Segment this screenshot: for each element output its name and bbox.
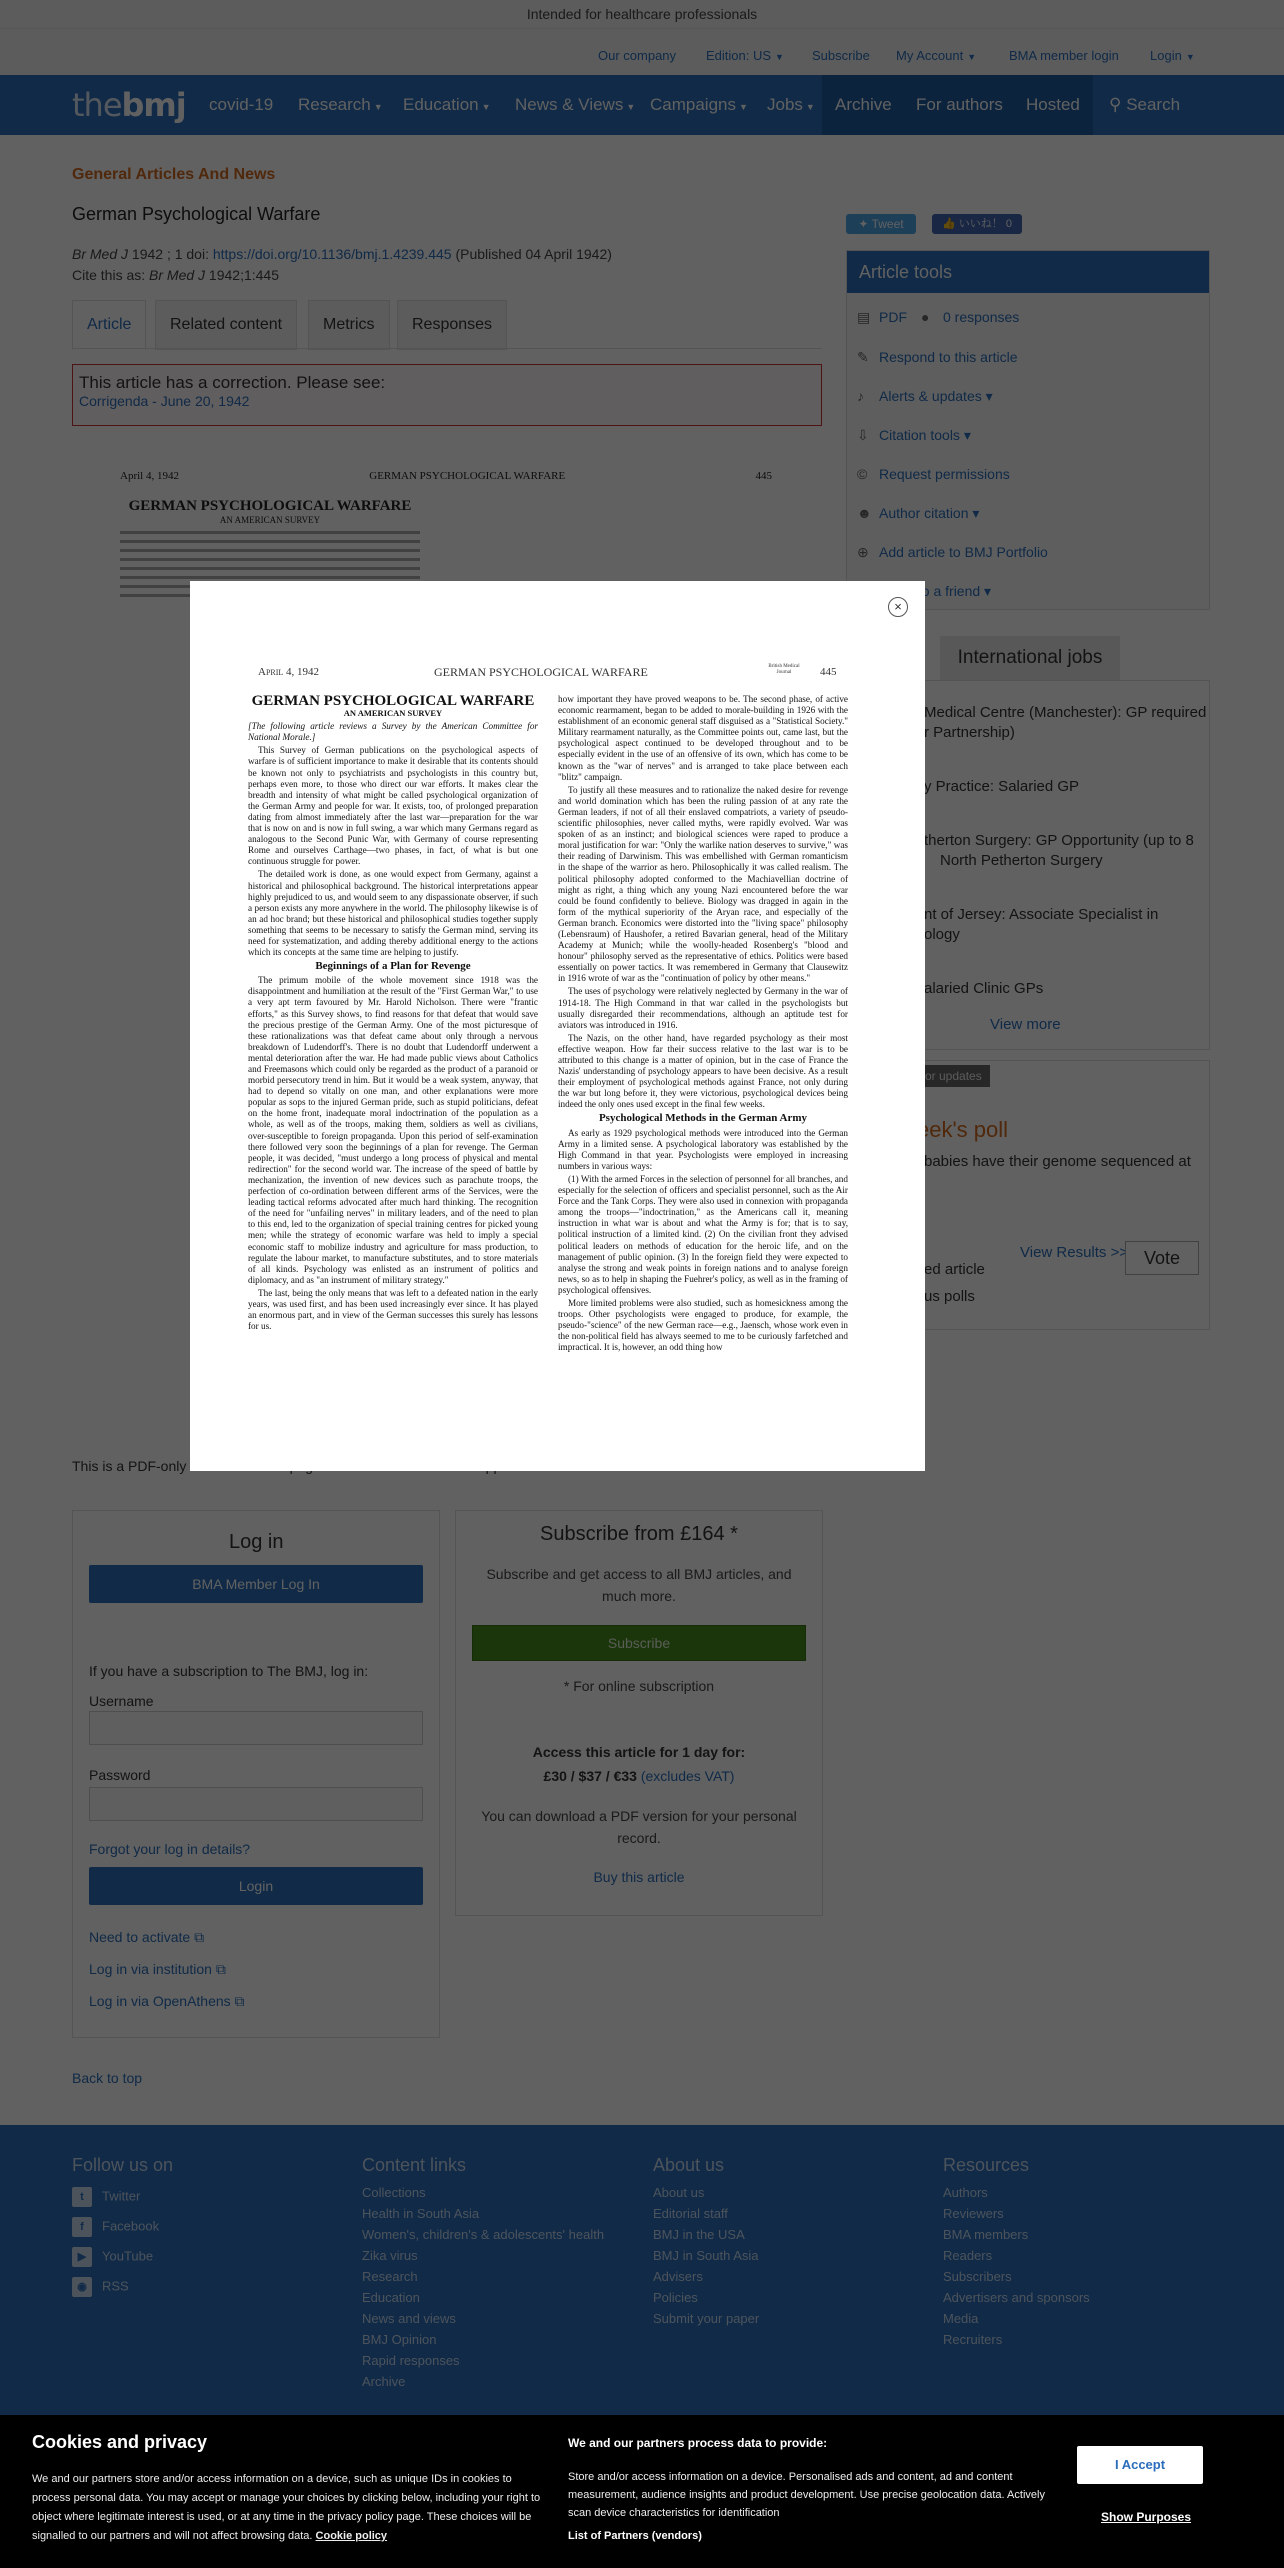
scan-paragraph: As early as 1929 psychological methods were introduced into the German Army in a limited sense. A psychological laboratory was established by the High Command in that year. Psychologists were employed in increasing numbers in various ways: <box>558 1127 848 1171</box>
scan-paragraph: This Survey of German publications on the psychological aspects of warfare is of sufficient importance to make it desirable that its contents should be known not only to psychiatrists and psychologists in this country but, perhaps even more, to those who direct our war efforts. It makes clear the breadth and intensity of what might be called psychological organization of the German Army and people for war. It exists, too, of prolonged preparation dating from almost immediately after the last war—preparation for the war that is now on and is now in full swing, a war which many Germans regard as analogous to the Second Punic War, with Germany of course representing Rome and ourselves Carthage—two phases, in fact, of what is but one continuous struggle for power. <box>248 745 538 867</box>
pdf-page-scan <box>248 660 852 1480</box>
scan-section-heading: Psychological Methods in the German Army <box>598 1112 808 1125</box>
scan-running-head: GERMAN PSYCHOLOGICAL WARFARE <box>434 665 648 679</box>
show-purposes-link[interactable]: Show Purposes <box>1101 2510 1192 2524</box>
scan-subheading: AN AMERICAN SURVEY <box>343 708 443 719</box>
cookie-body: We and our partners store and/or access information on a device, such as unique IDs in cookies to process personal data. You may accept or manage your choices by clicking below, including your right to object where legitimate interest is used, or at any time in the privacy policy page. These choices will be signalled to our partners and will not affect browsing data. <box>32 2473 541 2542</box>
scan-column-right <box>558 694 848 1355</box>
accept-cookies-button[interactable]: I Accept <box>1077 2446 1203 2484</box>
scan-paragraph: More limited problems were also studied, such as homesickness among the troops. Other psychologists were engaged to produce, for example, the pseudo-"science" of the new German race—e.g., Jaensch, whose work even in the non-political field has always seemed to me to be curiously farfetched and impractical. It is, however, an odd thing how <box>558 1297 848 1353</box>
scan-page-number: 445 <box>820 666 837 678</box>
scan-intro: [The following article reviews a Survey by the American Committee for National Morale.] <box>248 721 538 743</box>
partners-title: We and our partners process data to provide: <box>568 2436 828 2450</box>
close-icon[interactable]: × <box>888 597 908 617</box>
scan-paragraph: The last, being the only means that was left to a defeated nation in the early years, was used first, and has been used increasingly ever since. It has played an enormous part, and in view of the German successes this surely has lessons for us. <box>248 1287 538 1332</box>
scan-paragraph: (1) With the armed Forces in the selection of personnel for all branches, and especially for the selection of officers and specialist personnel, such as the Air Force and the Tank Corps. They were also used in connexion with propaganda among the troops—"indoctrination," as the Americans call it, meaning instruction in what war is about and what the Army is for; that is to say, political instruction of a limited kind. (2) On the civilian front they advised political leaders on methods of education for the heroic life, and on the management of public opinion. (3) In the foreign field they were expected to analyse the strong and weak points in foreign nations and to analyse foreign news, so as to help in shaping the Fuehrer's policy, as well as in the framing of psychological offensives. <box>558 1173 848 1295</box>
scan-paragraph: The uses of psychology were relatively neglected by Germany in the war of 1914-18. The High Command in that war called in the psychologists but usually disregarded their recommendations, although an aptitude test for aviators was introduced in 1916. <box>558 986 848 1030</box>
scan-paragraph: The detailed work is done, as one would expect from Germany, against a historical and philosophical background. The historical interpretations appear highly prejudiced to us, and would seem to any dispassionate observer, if such a person exists any more anywhere in the world. The philosophy likewise is of an ad hoc brand; but these historical and philosophical studies together supply something that seems to be necessary to satisfy the German mind, serving its need for systematization, and adding thereby additional energy to the actions which its concepts at the same time are helping to justify. <box>248 869 538 958</box>
scan-paragraph: how important they have proved weapons to be. The second phase, of active economic rearmament, began to be added to morale-building in 1926 with the establishment of an economic general staff disguised as a "Statistical Society." Military rearmament naturally, as the Committee points out, came last, but the psychological aspect continued to be developed throughout and to be especially evident in the use of an offensive of its own, which has come to be known as the "war of nerves" and is arranged to take place between each "blitz" campaign. <box>558 694 848 782</box>
scan-section-heading: Beginnings of a Plan for Revenge <box>315 960 471 973</box>
scan-date: April 4, 1942 <box>258 666 320 678</box>
scan-paragraph: The primum mobile of the whole movement since 1918 was the disappointment and humiliation at the result of the "First German War," to use a very apt term favoured by Mr. Harold Nicholson. There were "frantic efforts," as this Survey shows, to find reasons for that defeat that would save the precious prestige of the German Army. One of the most picturesque of these rationalizations was that defeat came about only through a nervous breakdown of Ludendorff's. There is no doubt that Ludendorff underwent a mental deterioration after the war. He had made public views about Catholics and Freemasons which could only be regarded as the product of a paranoid or morbid persecutory trend in him. But it would be a weak system, anyway, that had to depend so vitally on one man, and other explanations were more popular as sops to the injured German pride, such as stupid politicians, defeat on the home front, inadequate moral indoctrination of the population as a whole, as well as of the troops, making them, soldiers as well as civilians, over-susceptible to foreign propaganda. Upon this period of self-examination there followed very soon the beginnings of a plan for revenge. The German people, it was decided, "must undergo a long process of physical and mental redirection" for the second world war. The increase of the speed of battle by mechanization, the invention of new devices such as parachute troops, the perfection of co-ordination between different arms of the Services, were the leading tactical reforms advocated after much hard thinking. The recognition of the need for "unfailing nerves" in military leaders, and of the need to plan to this end, led to the organization of special training centres for picked young men; while the strategy of economic warfare was held to imply a special economic staff to mobilize industry and agriculture for mass production, to regulate the labour market, to manufacture substitutes, and to store materials of all kinds. Psychology was enlisted as an instrument of politics and diplomacy, and as "an instrument of military strategy." <box>248 975 538 1285</box>
partners-vendors-link[interactable]: List of Partners (vendors) <box>568 2530 702 2542</box>
scan-paragraph: The Nazis, on the other hand, have regarded psychology as their most effective weapon. How far their success relative to the last war is to be attributed to this change is a matter of opinion, but in the case of France the Nazis' understanding of psychology appears to have been decisive. As a result their employment of psychological methods against France, not only during the war but long before it, they were victorious, psychological devices being indeed the only ones used except in the final few weeks. <box>558 1032 848 1110</box>
cookie-text <box>32 2470 544 2546</box>
cookie-policy-link[interactable]: Cookie policy <box>315 2530 388 2542</box>
scan-journal: British Medical Journal <box>768 664 800 675</box>
partners-text: Store and/or access information on a device. Personalised ads and content, ad and content measurement, audience insights and product development. Use precise geolocation data. Actively scan device characteristics for identification <box>568 2471 1045 2519</box>
scan-heading: GERMAN PSYCHOLOGICAL WARFARE <box>251 693 535 709</box>
cookie-title: Cookies and privacy <box>32 2432 208 2452</box>
scan-column-left <box>248 694 538 1334</box>
scan-paragraph: To justify all these measures and to rationalize the naked desire for revenge and world domination which has been the ruling passion of at any rate the German leaders, if not of all their enslaved compatriots, a variety of pseudo-scientific philosophies, never called myths, were rapidly evolved. War was spoken of as an instinct; and biological sciences were raped to produce a moral justification for war: "Only the warlike nation deserves to survive," was their reading of Darwinism. This was embellished with German romanticism in the shape of the warrior as hero. Philosophically it was called realism. The political philosophy adopted conformed to the Machiavellian doctrine of might as right, a thing which any young Nazi encountered before the war could be found confidently to believe. Biology was dragged in again in the form of the mythical superiority of the Aryan race, and especially of the German branch. Economics were distorted into the "living space" philosophy (Lebensraum) of Haushofer, a retired Bavarian general, head of the Military Academy at Munich; while the woolly-headed Rosenberg's "blood and honour" philosophy served as the representative of ethics. Politics were based essentially on power tactics. It was remembered in Germany that Clausewitz in 1916 wrote of war as the "continuation of policy by other means." <box>558 784 848 984</box>
